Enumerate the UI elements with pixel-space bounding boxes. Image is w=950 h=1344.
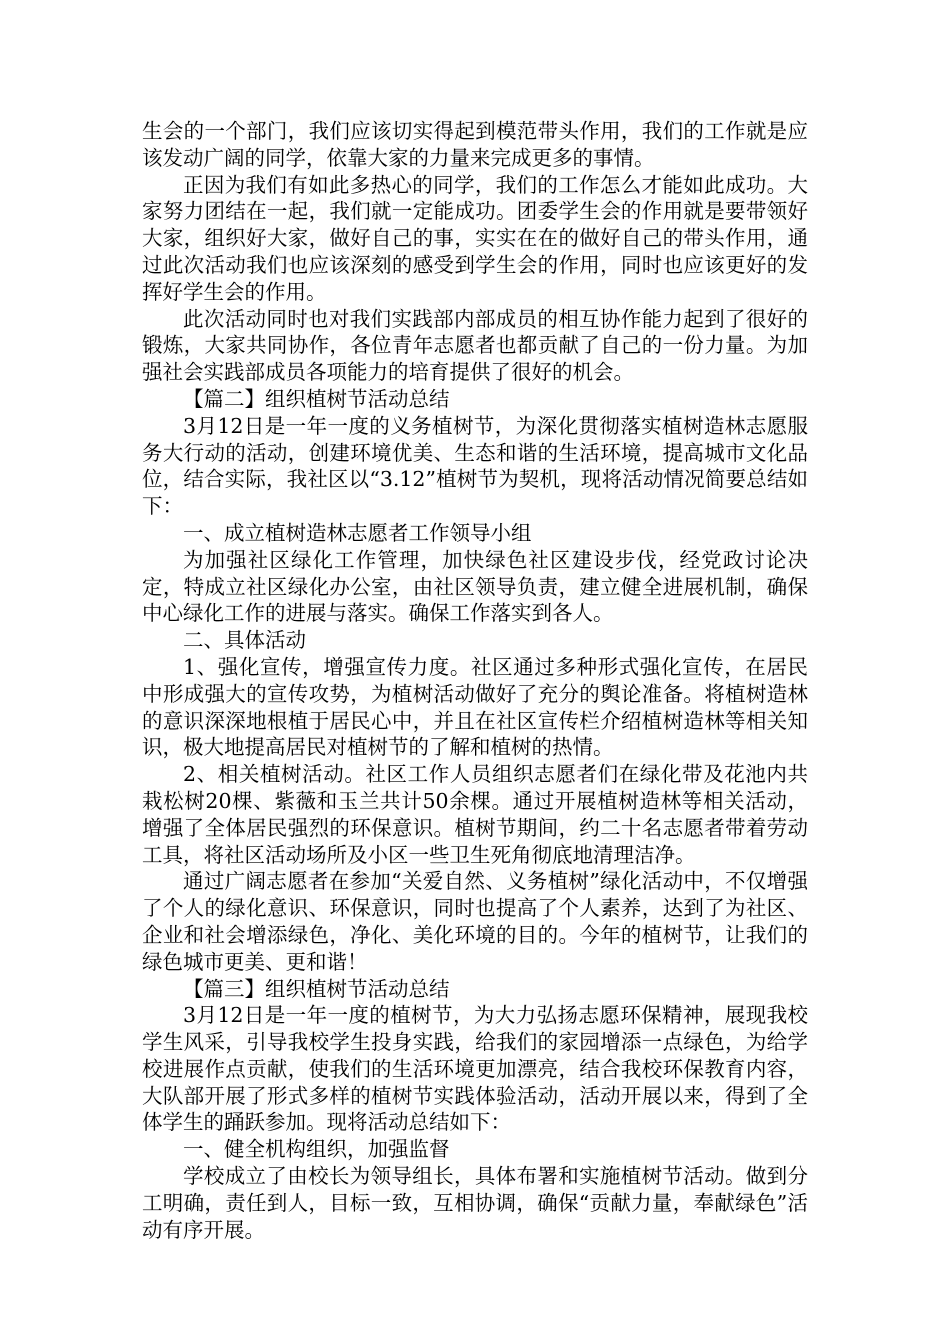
paragraph: 3月12日是一年一度的植树节，为大力弘扬志愿环保精神，展现我校学生风采，引导我校学生投身实践，给我们的家园增添一点绿色，为给学校进展作点贡献，使我们的生活环境更加漂亮，结合我校环保教育内容，大队部开展了形式多样的植树节实践体验活动，活动开展以来，得到了全体学生的踊跃参加。现将活动总结如下： [142,1003,808,1135]
paragraph: 通过广阔志愿者在参加“关爱自然、义务植树”绿化活动中，不仅增强了个人的绿化意识、环保意识，同时也提高了个人素养，达到了为社区、企业和社会增添绿色，净化、美化环境的目的。今年的植树节，让我们的绿色城市更美、更和谐！ [142,869,808,974]
paragraph: 为加强社区绿化工作管理，加快绿色社区建设步伐，经党政讨论决定，特成立社区绿化办公室，由社区领导负责，建立健全进展机制，确保中心绿化工作的进展与落实。确保工作落实到各人。 [142,547,808,626]
paragraph: 此次活动同时也对我们实践部内部成员的相互协作能力起到了很好的锻炼，大家共同协作，各位青年志愿者也都贡献了自己的一份力量。为加强社会实践部成员各项能力的培育提供了很好的机会。 [142,306,808,385]
paragraph-continuation: 生会的一个部门，我们应该切实得起到模范带头作用，我们的工作就是应该发动广阔的同学，依靠大家的力量来完成更多的事情。 [142,119,808,170]
section-heading-part-two: 【篇二】组织植树节活动总结 [183,386,450,411]
subheading: 二、具体活动 [183,628,306,653]
paragraph: 3月12日是一年一度的义务植树节，为深化贯彻落实植树造林志愿服务大行动的活动，创建环境优美、生态和谐的生活环境，提高城市文化品位，结合实际，我社区以“3.12”植树节为契机，现将活动情况简要总结如下： [142,413,808,519]
paragraph: 正因为我们有如此多热心的同学，我们的工作怎么才能如此成功。大家努力团结在一起，我们就一定能成功。团委学生会的作用就是要带领好大家，组织好大家，做好自己的事，实实在在的做好自己的带头作用，通过此次活动我们也应该深刻的感受到学生会的作用，同时也应该更好的发挥好学生会的作用。 [142,172,808,304]
document-page [142,118,808,1243]
paragraph: 学校成立了由校长为领导组长，具体布署和实施植树节活动。做到分工明确，责任到人，目标一致，互相协调，确保“贡献力量，奉献绿色”活动有序开展。 [142,1164,808,1242]
paragraph: 2、相关植树活动。社区工作人员组织志愿者们在绿化带及花池内共栽松树20棵、紫薇和玉兰共计50余棵。通过开展植树造林等相关活动，增强了全体居民强烈的环保意识。植树节期间，约二十名志愿者带着劳动工具，将社区活动场所及小区一些卫生死角彻底地清理洁净。 [142,762,808,867]
paragraph: 1、强化宣传，增强宣传力度。社区通过多种形式强化宣传，在居民中形成强大的宣传攻势，为植树活动做好了充分的舆论准备。将植树造林的意识深深地根植于居民心中，并且在社区宣传栏介绍植树造林等相关知识，极大地提高居民对植树节的了解和植树的热情。 [142,654,808,760]
section-heading-part-three: 【篇三】组织植树节活动总结 [183,976,450,1001]
subheading: 一、成立植树造林志愿者工作领导小组 [183,520,532,545]
subheading: 一、健全机构组织，加强监督 [183,1137,450,1162]
